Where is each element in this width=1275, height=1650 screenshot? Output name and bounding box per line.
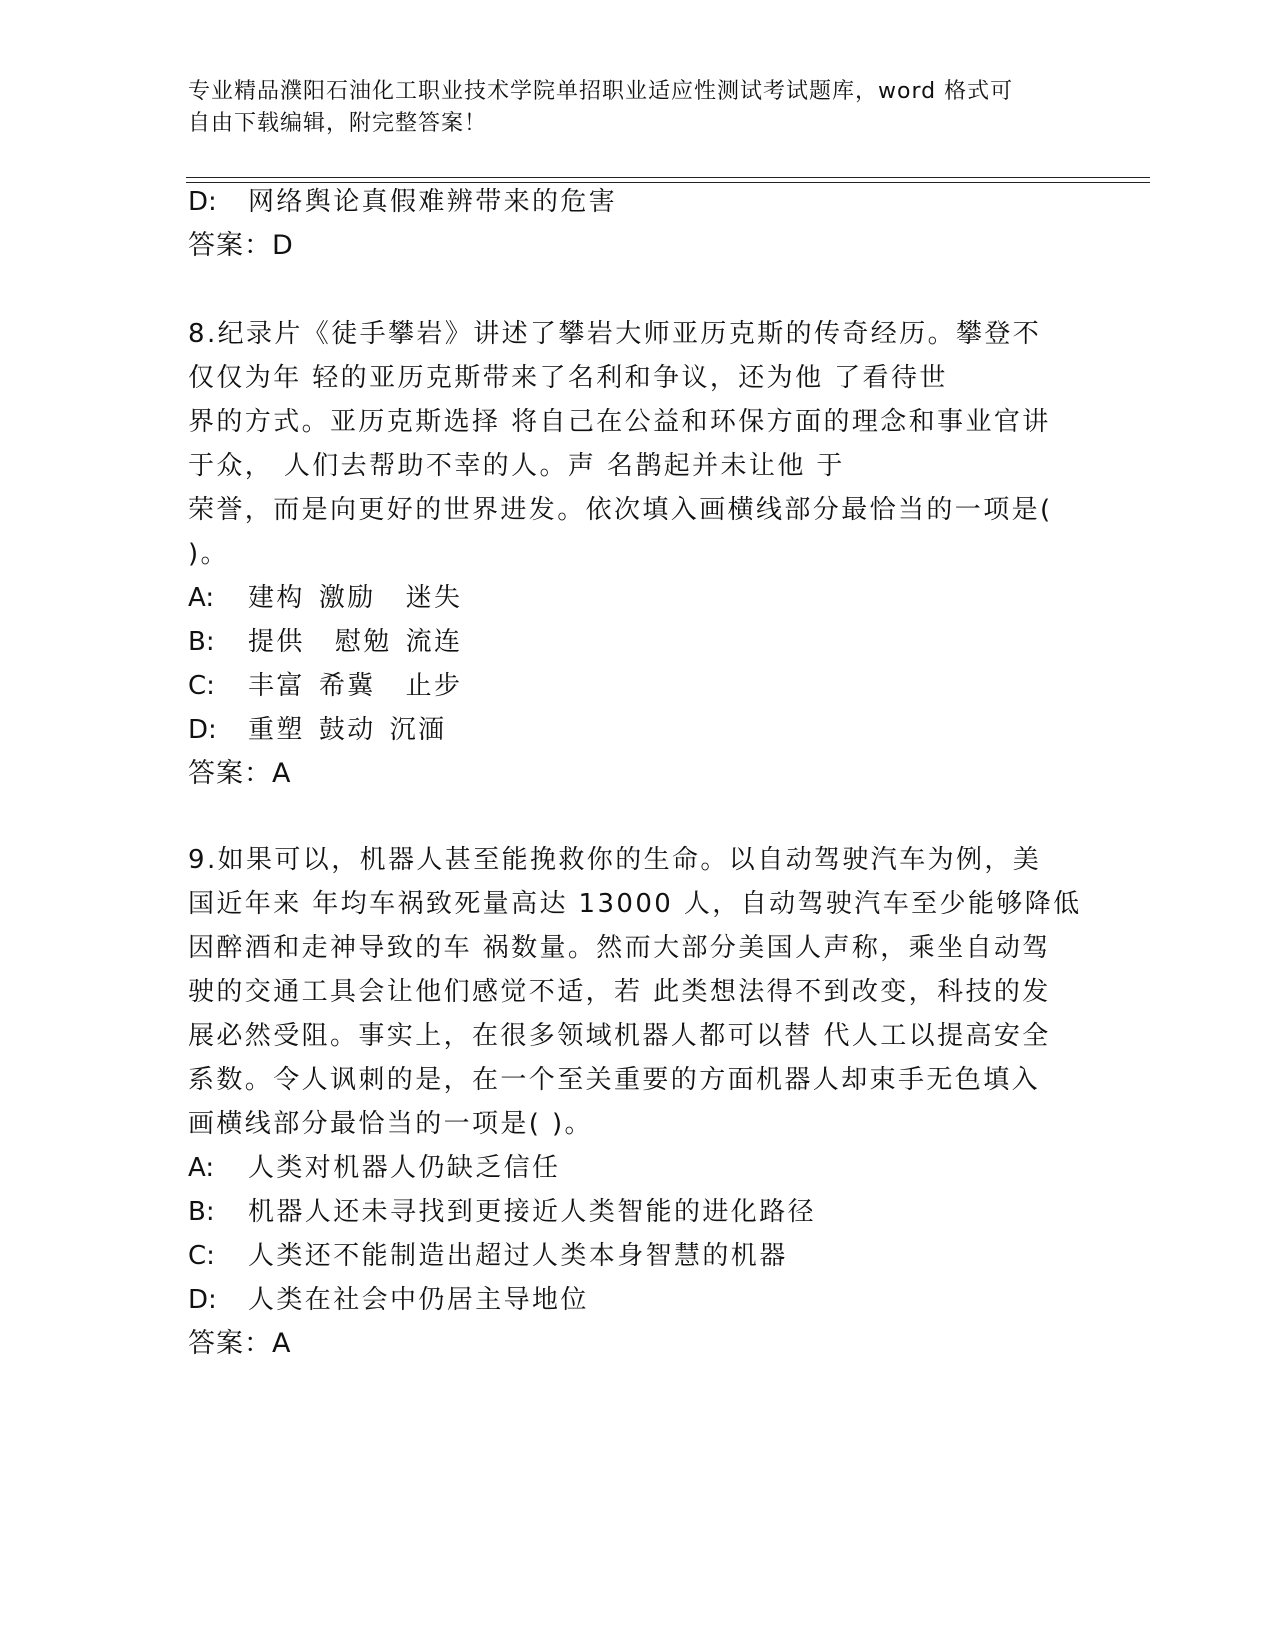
option-text: 人类在社会中仍居主导地位 xyxy=(248,1285,589,1315)
option-letter: A: xyxy=(188,583,215,613)
option-word: 流连 xyxy=(405,627,463,657)
option-word: 沉湎 xyxy=(389,715,447,745)
q8-line-3: 界的方式。亚历克斯选择 将自己在公益和环保方面的理念和事业官讲 xyxy=(188,407,1051,437)
option-letter: B: xyxy=(188,1197,215,1227)
q9-option-b xyxy=(188,1194,816,1230)
q8-line-5: 荣誉，而是向更好的世界进发。依次填入画横线部分最恰当的一项是( xyxy=(188,495,1053,525)
q9-line-5: 展必然受阻。事实上，在很多领域机器人都可以替 代人工以提高安全 xyxy=(188,1021,1051,1051)
q8-option-b xyxy=(188,624,476,660)
option-text: 网络舆论真假难辨带来的危害 xyxy=(248,187,618,217)
option-word: 迷失 xyxy=(405,583,463,613)
option-word: 鼓动 xyxy=(318,715,376,745)
q8-option-d xyxy=(188,712,460,748)
option-word: 重塑 xyxy=(248,715,305,745)
option-letter: C: xyxy=(188,671,215,701)
option-word: 止步 xyxy=(405,671,463,701)
prev-option-d xyxy=(188,184,617,220)
q8-line-4: 于众， 人们去帮助不幸的人。声 名鹊起并未让他 于 xyxy=(188,451,845,481)
q9-answer: 答案：A xyxy=(188,1328,292,1359)
option-letter: B: xyxy=(188,627,215,657)
option-letter: D: xyxy=(188,187,217,217)
q9-option-c xyxy=(188,1238,788,1274)
option-text: 人类还不能制造出超过人类本身智慧的机器 xyxy=(248,1241,788,1271)
q9-line-3: 因醉酒和走神导致的车 祸数量。然而大部分美国人声称，乘坐自动驾 xyxy=(188,933,1051,963)
q8-option-c xyxy=(188,668,476,704)
page-header xyxy=(188,76,1088,140)
q9-line-6: 系数。令人讽刺的是，在一个至关重要的方面机器人却束手无色填入 xyxy=(188,1065,1041,1095)
option-letter: D: xyxy=(188,1285,217,1315)
option-letter: D: xyxy=(188,715,217,745)
q9-option-d xyxy=(188,1282,589,1318)
q9-option-a xyxy=(188,1150,560,1186)
option-text: 人类对机器人仍缺乏信任 xyxy=(248,1153,561,1183)
q8-line-1: 8.纪录片《徒手攀岩》讲述了攀岩大师亚历克斯的传奇经历。攀登不 xyxy=(188,319,1042,349)
header-divider-secondary xyxy=(186,182,1150,183)
header-divider xyxy=(186,177,1150,178)
option-letter: C: xyxy=(188,1241,215,1271)
option-text: 机器人还未寻找到更接近人类智能的进化路径 xyxy=(248,1197,817,1227)
q9-line-7: 画横线部分最恰当的一项是( )。 xyxy=(188,1109,593,1139)
q9-line-4: 驶的交通工具会让他们感觉不适，若 此类想法得不到改变，科技的发 xyxy=(188,977,1051,1007)
option-letter: A: xyxy=(188,1153,215,1183)
option-word: 慰勉 xyxy=(334,627,392,657)
q9-line-1: 9.如果可以，机器人甚至能挽救你的生命。以自动驾驶汽车为例，美 xyxy=(188,845,1042,875)
header-line-2: 自由下载编辑，附完整答案！ xyxy=(188,111,488,136)
option-word: 激励 xyxy=(318,583,376,613)
q8-option-a xyxy=(188,580,476,616)
q8-line-2: 仅仅为年 轻的亚历克斯带来了名利和争议，还为他 了看待世 xyxy=(188,363,948,393)
option-word: 希冀 xyxy=(318,671,376,701)
prev-answer: 答案：D xyxy=(188,230,294,261)
q8-line-6: )。 xyxy=(188,539,229,569)
option-word: 丰富 xyxy=(248,671,305,701)
q8-answer: 答案：A xyxy=(188,758,292,789)
q9-line-2: 国近年来 年均车祸致死量高达 13000 人，自动驾驶汽车至少能够降低 xyxy=(188,889,1082,919)
option-word: 提供 xyxy=(248,627,305,657)
option-word: 建构 xyxy=(248,583,305,613)
header-line-1: 专业精品濮阳石油化工职业技术学院单招职业适应性测试考试题库，word 格式可 xyxy=(188,79,1014,104)
